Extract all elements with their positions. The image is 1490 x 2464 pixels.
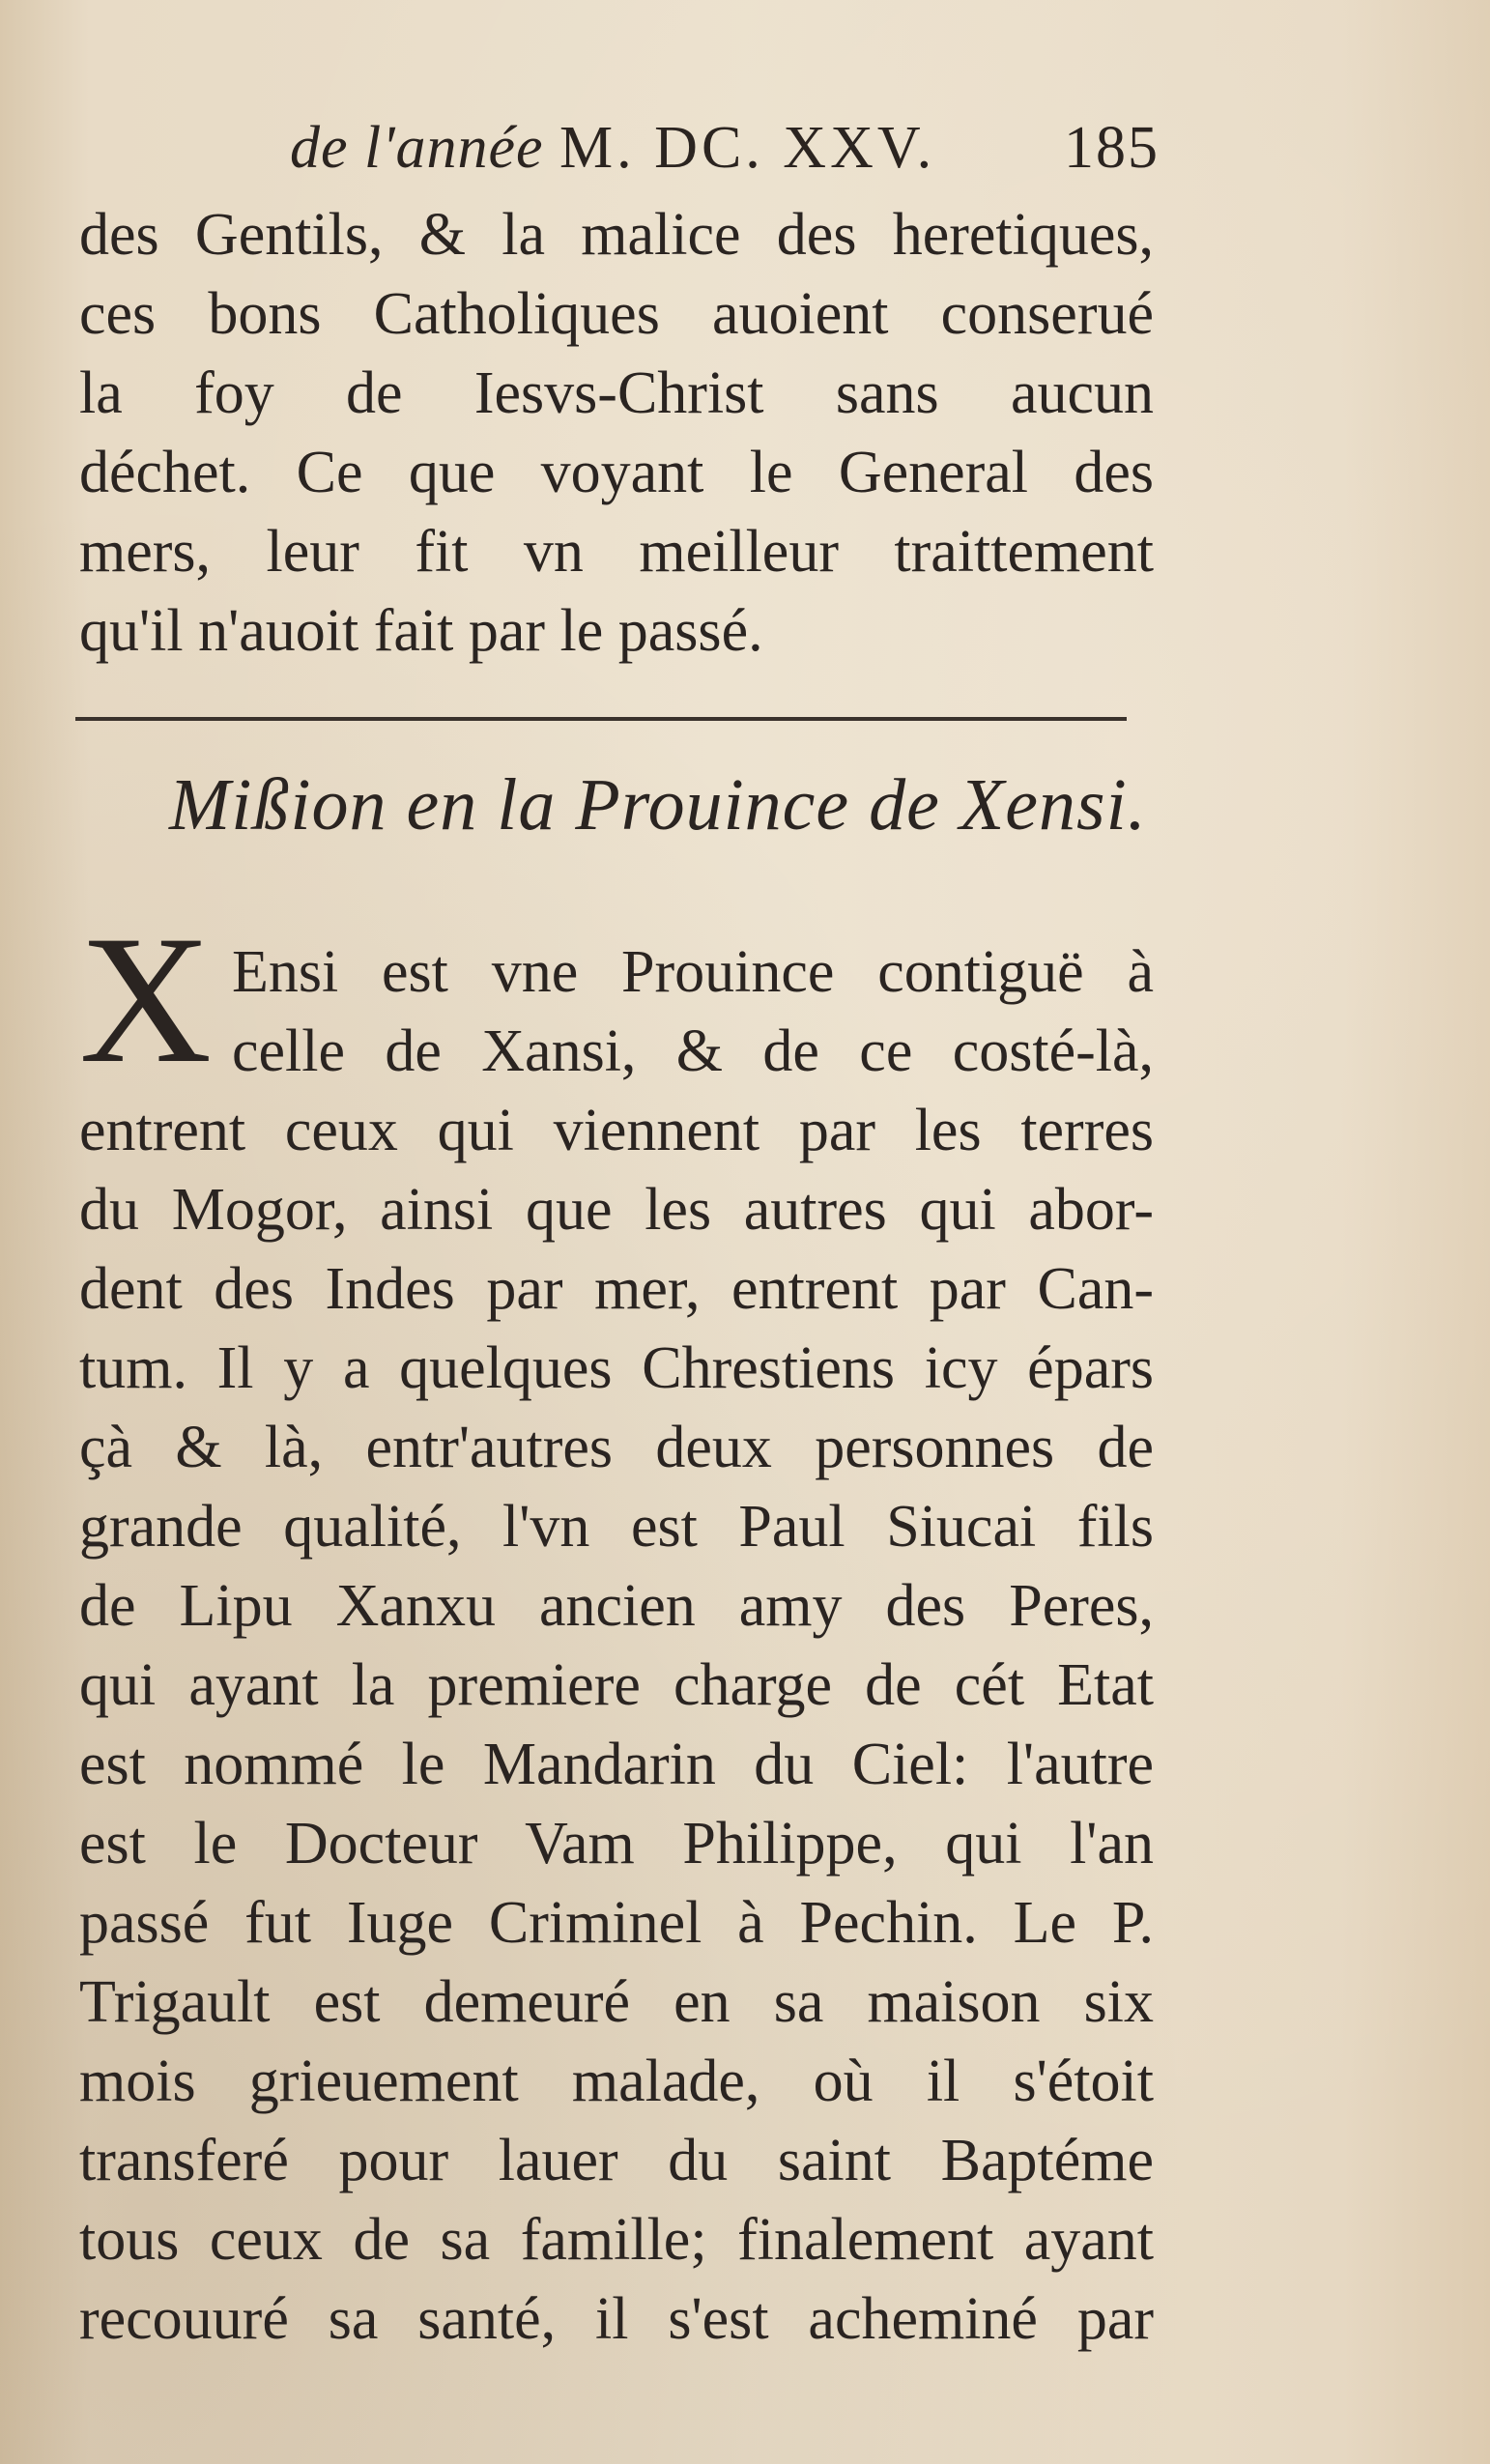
text-line: du Mogor, ainsi que les autres qui abor- (79, 1177, 1154, 1243)
page-number: 185 (1064, 115, 1160, 181)
text-line: çà & là, entr'autres deux personnes de (79, 1415, 1154, 1480)
section-divider (75, 717, 1127, 721)
text-line: mers, leur fit vn meilleur traittement (79, 519, 1154, 585)
text-line: Ensi est vne Prouince contiguë à (232, 939, 1154, 1005)
body-paragraph (79, 1091, 1154, 2359)
text-line: la foy de Iesvs-Christ sans aucun (79, 360, 1154, 426)
running-head-title: de l'année (290, 115, 544, 181)
drop-cap: X (79, 899, 213, 1102)
text-line: Trigault est demeuré en sa maison six (79, 1969, 1154, 2035)
text-line: ces bons Catholiques auoient conserué (79, 281, 1154, 347)
text-line: des Gentils, & la malice des heretiques, (79, 202, 1154, 268)
text-line: qui ayant la premiere charge de cét Etat (79, 1652, 1154, 1718)
text-line: recouuré sa santé, il s'est acheminé par (79, 2286, 1154, 2352)
text-line: passé fut Iuge Criminel à Pechin. Le P. (79, 1890, 1154, 1956)
text-line: qu'il n'auoit fait par le passé. (79, 598, 763, 664)
running-head-text (290, 114, 935, 183)
first-lines (232, 932, 1154, 1091)
text-line: grande qualité, l'vn est Paul Siucai fils (79, 1494, 1154, 1560)
top-paragraph (79, 195, 1154, 671)
text-line: mois grieuement malade, où il s'étoit (79, 2049, 1154, 2114)
text-line: est nommé le Mandarin du Ciel: l'autre (79, 1732, 1154, 1797)
running-head-year: M. DC. XXV. (559, 115, 936, 181)
text-line: entrent ceux qui viennent par les terres (79, 1098, 1154, 1163)
text-line: dent des Indes par mer, entrent par Can- (79, 1256, 1154, 1322)
text-line: transferé pour lauer du saint Baptéme (79, 2128, 1154, 2193)
text-line: de Lipu Xanxu ancien amy des Peres, (79, 1573, 1154, 1639)
section-title: Mißion en la Prouince de Xensi. (169, 764, 1147, 845)
text-line: tous ceux de sa famille; finalement ayant (79, 2207, 1154, 2273)
text-line: celle de Xansi, & de ce costé-là, (232, 1018, 1154, 1084)
text-line: déchet. Ce que voyant le General des (79, 440, 1154, 505)
text-line: tum. Il y a quelques Chrestiens icy épars (79, 1335, 1154, 1401)
text-line: est le Docteur Vam Philippe, qui l'an (79, 1811, 1154, 1877)
